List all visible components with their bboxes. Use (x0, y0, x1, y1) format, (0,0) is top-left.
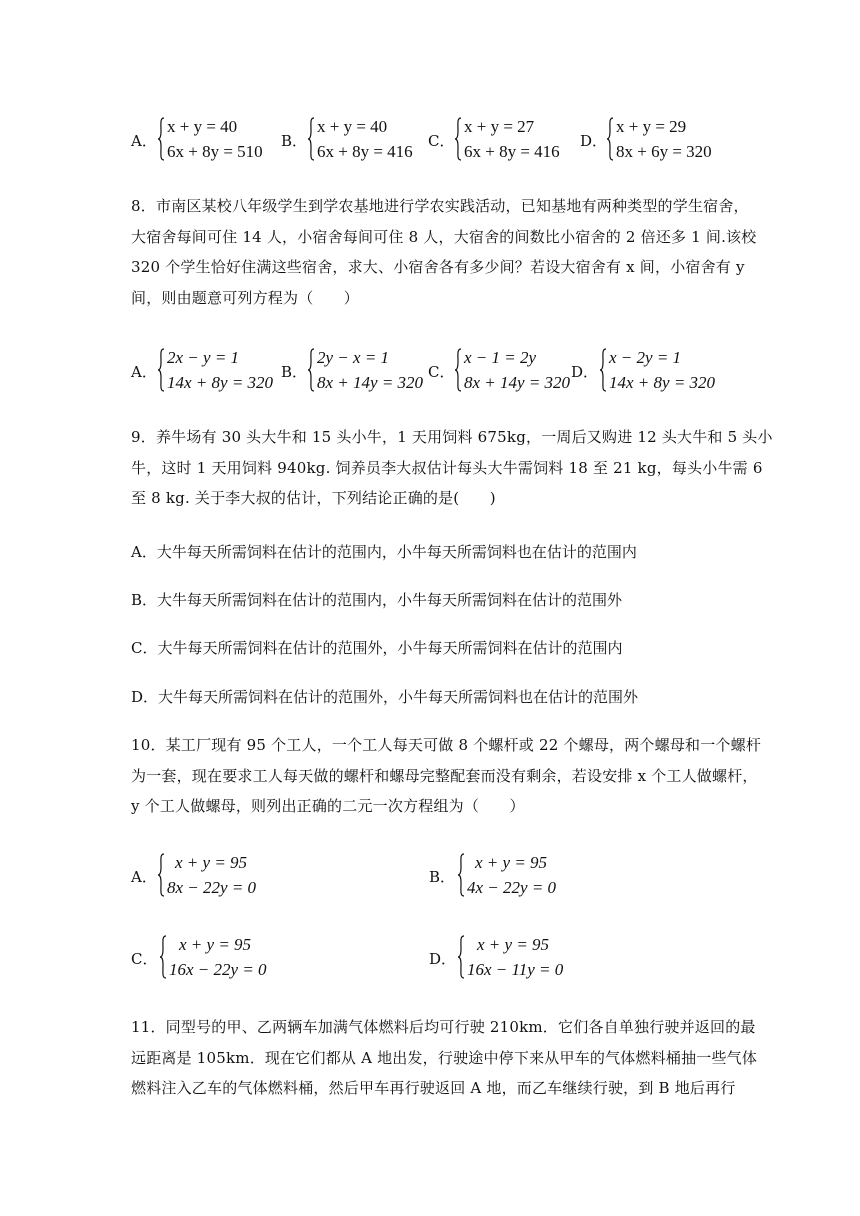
question-8-text (131, 191, 757, 313)
question-9-text (131, 422, 773, 514)
option-label: A． (131, 868, 157, 886)
left-brace-icon (307, 117, 315, 161)
equation-2: 6x + 8y = 416 (317, 142, 413, 161)
equation-1: x + y = 95 (175, 853, 248, 872)
equation-2: 8x − 22y = 0 (167, 878, 257, 897)
left-brace-icon (599, 348, 607, 392)
text-line: 至 8 kg. 关于李大叔的估计，下列结论正确的是( ) (131, 489, 496, 507)
equation-1: x + y = 95 (477, 935, 550, 954)
equation-2: 8x + 14y = 320 (317, 373, 424, 392)
text-line: 为一套，现在要求工人每天做的螺杆和螺母完整配套而没有剩余，若设安排 x 个工人做螺杆， (131, 766, 758, 785)
option-label: C． (428, 363, 455, 381)
equation-1: x + y = 40 (167, 117, 238, 136)
equation-2: 6x + 8y = 416 (464, 142, 560, 161)
equation-1: x − 1 = 2y (464, 348, 537, 367)
left-brace-icon (157, 853, 165, 897)
equation-2: 6x + 8y = 510 (167, 142, 263, 161)
left-brace-icon (454, 348, 462, 392)
q9-option-c[interactable]: C．大牛每天所需饲料在估计的范围外，小牛每天所需饲料在估计的范围内 (131, 639, 623, 657)
equation-1: 2x − y = 1 (167, 348, 240, 367)
option-label: A． (131, 132, 157, 150)
option-label: C． (428, 132, 455, 150)
left-brace-icon (157, 117, 165, 161)
equation-1: x + y = 95 (179, 935, 252, 954)
equation-2: 4x − 22y = 0 (467, 878, 557, 897)
left-brace-icon (454, 117, 462, 161)
text-line: 大宿舍每间可住 14 人，小宿舍每间可住 8 人，大宿舍的间数比小宿舍的 2 倍还多 1 间.该校 (131, 227, 757, 246)
option-label: B． (429, 868, 456, 886)
equation-2: 14x + 8y = 320 (167, 373, 274, 392)
text-line: 8．市南区某校八年级学生到学农基地进行学农实践活动，已知基地有两种类型的学生宿舍， (131, 197, 749, 215)
question-11-text (131, 1012, 758, 1104)
equation-1: x + y = 27 (464, 117, 535, 136)
equation-2: 14x + 8y = 320 (609, 373, 716, 392)
text-line: 10．某工厂现有 95 个工人，一个工人每天可做 8 个螺杆或 22 个螺母，两个螺母和一个螺杆 (131, 736, 762, 754)
text-line: 燃料注入乙车的气体燃料桶，然后甲车再行驶返回 A 地，而乙车继续行驶，到 B 地后再行 (131, 1079, 736, 1097)
text-line: 320 个学生恰好住满这些宿舍，求大、小宿舍各有多少间？若设大宿舍有 x 间，小宿舍有 y (131, 258, 745, 276)
equation-2: 8x + 6y = 320 (616, 142, 712, 161)
equation-1: x − 2y = 1 (609, 348, 682, 367)
equation-1: 2y − x = 1 (317, 348, 390, 367)
left-brace-icon (159, 935, 167, 979)
q9-option-a[interactable]: A．大牛每天所需饲料在估计的范围内，小牛每天所需饲料也在估计的范围内 (131, 543, 637, 561)
option-label: D． (429, 950, 457, 968)
option-label: A． (131, 363, 157, 381)
option-label: B． (281, 132, 308, 150)
option-label: C． (131, 950, 158, 968)
left-brace-icon (157, 348, 165, 392)
text-line: y 个工人做螺母，则列出正确的二元一次方程组为（ ） (131, 797, 525, 815)
option-label: D． (580, 132, 608, 150)
text-line: 牛，这时 1 天用饲料 940kg. 饲养员李大叔估计每头大牛需饲料 18 至 21 kg，每头小牛需 6 (131, 458, 763, 477)
text-line: 远距离是 105km．现在它们都从 A 地出发，行驶途中停下来从甲车的气体燃料桶抽一些气体 (131, 1048, 758, 1067)
question-10-text (131, 730, 762, 822)
q9-option-b[interactable]: B．大牛每天所需饲料在估计的范围内，小牛每天所需饲料在估计的范围外 (131, 591, 623, 609)
text-line: 11．同型号的甲、乙两辆车加满气体燃料后均可行驶 210km．它们各自单独行驶并返回的最 (131, 1018, 756, 1036)
equation-2: 8x + 14y = 320 (464, 373, 571, 392)
equation-1: x + y = 40 (317, 117, 388, 136)
left-brace-icon (457, 853, 465, 897)
equation-2: 16x − 22y = 0 (169, 960, 267, 979)
text-line: 9．养牛场有 30 头大牛和 15 头小牛，1 天用饲料 675kg，一周后又购进 12 头大牛和 5 头小 (131, 428, 773, 446)
left-brace-icon (457, 935, 465, 979)
left-brace-icon (606, 117, 614, 161)
left-brace-icon (307, 348, 315, 392)
text-line: 间，则由题意可列方程为（ ） (131, 288, 360, 307)
equation-1: x + y = 95 (475, 853, 548, 872)
equation-2: 16x − 11y = 0 (467, 960, 564, 979)
option-label: D． (571, 363, 599, 381)
option-label: B． (281, 363, 308, 381)
q9-option-d[interactable]: D．大牛每天所需饲料在估计的范围外，小牛每天所需饲料也在估计的范围外 (131, 688, 639, 706)
equation-1: x + y = 29 (616, 117, 687, 136)
